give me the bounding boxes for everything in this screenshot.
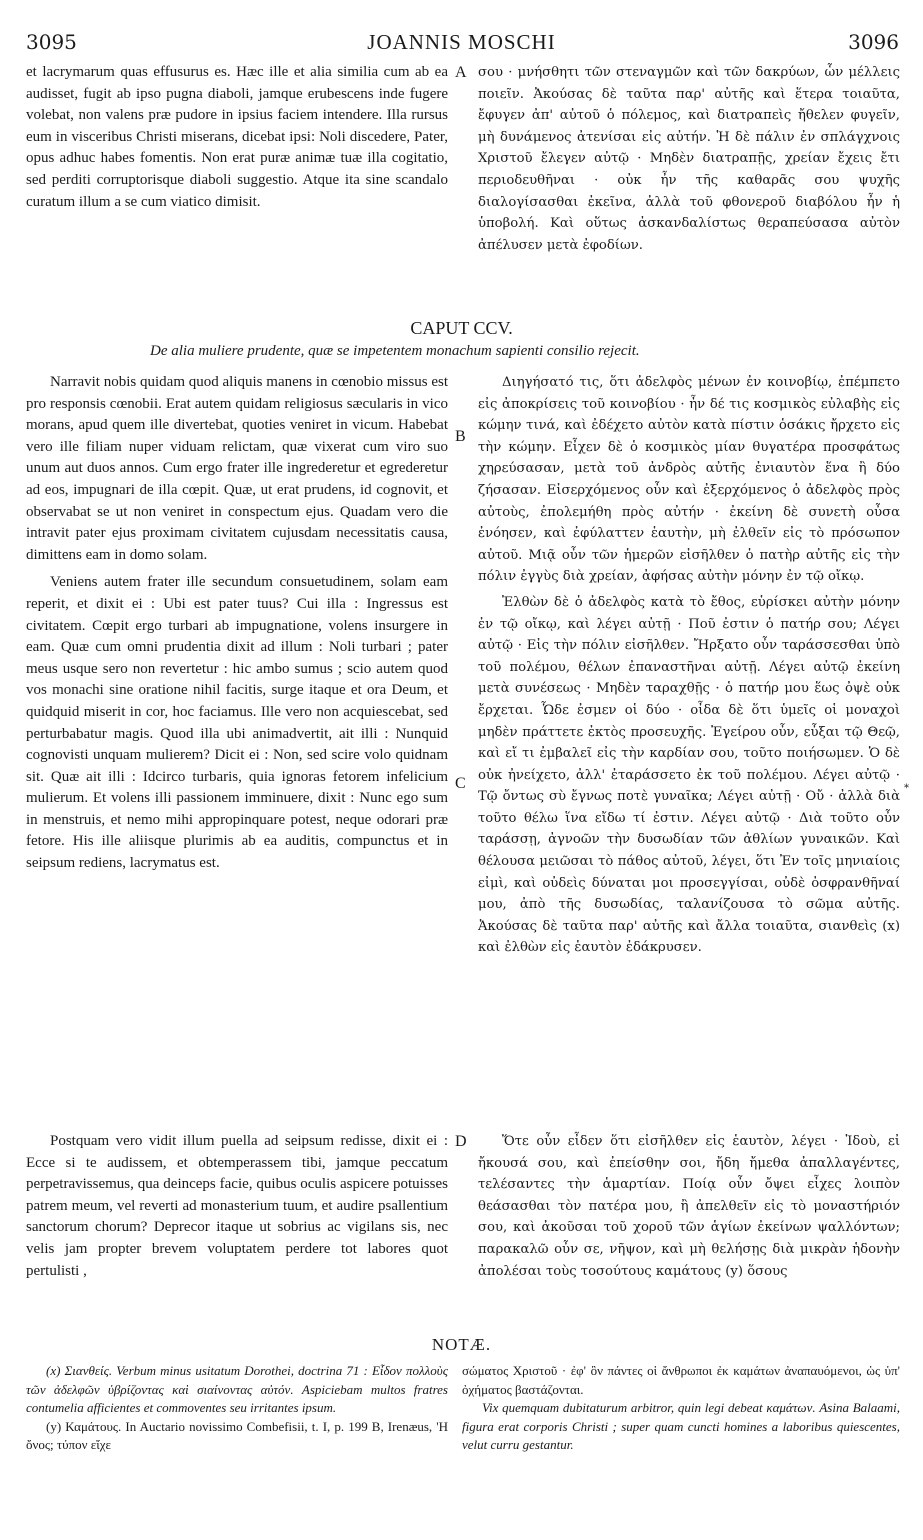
latin-paragraph-3: Postquam vero vidit illum puella ad seipsum redisse, dixit ei : Ecce si te audissem, et obtemperassem tibi, jamque peccatum perpetravissemus, qua deinceps facie, quibus oculis aspicere potuisses patrem meum, vel reverti ad monasterium tuum, et audire psallentium sanctorum chorum? Deprecor itaque ut sobrius ac vigilans sis, nec velis jam propter brevem voluptatem perdere tot labores quot pertulisti , [26, 1133, 448, 1279]
greek-bottom-block [478, 1131, 900, 1282]
margin-letter-d: D [455, 1133, 467, 1150]
margin-letter-b: B [455, 428, 466, 445]
chapter-title: CAPUT CCV. [410, 318, 513, 338]
greek-top-paragraph: σου · μνήσθητι τῶν στεναγμῶν καὶ τῶν δακρύων, ὧν μέλλεις ποιεῖν. Ἀκούσας δὲ ταῦτα παρ' αὐτῆς καὶ ἕτερα τοιαῦτα, ἔφυγεν ἀπ' αὐτοῦ ὁ πόλεμος, καὶ διατραπεὶς ἤθελεν φυγεῖν, μὴ δυνάμενος ἀτενίσαι εἰς αὐτήν. Ἡ δὲ πάλιν ἐν σπλάγχνοις Χριστοῦ ἔλεγεν αὐτῷ · Μηδὲν διατραπῇς, χρείαν ἔχεις ἔτι περιοδευθῆναι · οὐκ ἦν τῆς καθαρᾶς σου ψυχῆς διαλογίσασθαι ἐκεῖνα, ἀλλὰ τοῦ φθονεροῦ διαβόλου ἦν ἡ ὑποβολή. Καὶ οὕτως ἀσκανδαλίστως θεραπεύσασα αὐτὸν ἀπέλυσεν μετὰ ἐφοδίων. [478, 65, 900, 253]
latin-bottom-block [26, 1131, 448, 1282]
column-number-left: 3095 [26, 30, 77, 54]
greek-paragraph-1: Διηγήσατό τις, ὅτι ἀδελφὸς μένων ἐν κοινοβίῳ, ἐπέμπετο εἰς ἀποκρίσεις τοῦ κοινοβίου · ἦν δέ τις κοσμικὸς εὐλαβὴς εἰς κώμην τινά, καὶ ἐδέχετο αὐτὸν κατὰ πίστιν ὁσάκις ἤρχετο εἰς τὴν κώμην. Εἶχεν δὲ ὁ κοσμικὸς μίαν θυγατέρα προσφάτως χηρεύσασαν, μετὰ τοῦ ἀνδρὸς αὐτῆς ἐνιαυτὸν ἕνα ἢ δύο ζήσασαν. Εἰσερχόμενος οὖν καὶ ἐξερχόμενος ὁ ἀδελφὸς πρὸς αὐτοὺς, ἐπολεμήθη πρὸς αὐτήν · ἐκείνη δὲ συνετὴ οὖσα ἐνόησεν, καὶ ἐφύλαττεν ἑαυτὴν, μὴ ἐλθεῖν εἰς τὸ πρόσωπον αὐτοῦ. Μιᾷ οὖν τῶν ἡμερῶν εἰσῆλθεν ὁ πατὴρ αὐτῆς εἰς τὴν πόλιν ἐγγὺς διὰ χρείαν, ἀφήσας αὐτὴν μόνην ἐν τῷ οἴκῳ. [478, 375, 900, 585]
latin-middle-block [26, 372, 448, 875]
footnote-y-continued: σώματος Χριστοῦ · ἐφ' ὃν πάντες οἱ ἄνθρωποι ἐκ καμάτων ἀναπαυόμενοι, ὡς ὑπ' ὀχήματος βαστάζονται. [462, 1363, 900, 1397]
margin-letter-c: C [455, 775, 466, 792]
column-number-right: 3096 [848, 30, 899, 54]
margin-asterisk: * [904, 783, 909, 794]
greek-middle-block [478, 372, 900, 959]
greek-paragraph-3: Ὅτε οὖν εἶδεν ὅτι εἰσῆλθεν εἰς ἑαυτὸν, λέγει · Ἰδοὺ, εἰ ἤκουσά σου, καὶ ἐπείσθην σοι, ἤδη ἤμεθα ἀπαλλαγέντες, τελέσαντες τὴν ἁμαρτίαν. Ποίᾳ οὖν ὄψει εἶχες λοιπὸν θεάσασθαι τὸν πατέρα μου, ἢ ἀπελθεῖν εἰς τὸ μοναστήριόν σου, καὶ ἀκοῦσαι τοῦ χοροῦ τῶν ἁγίων ἐκείνων ψαλλόντων; παρακαλῶ οὖν σε, νῆψον, καὶ μὴ θελήσῃς διὰ μικρὰν ἡδονὴν ἀπολέσαι τοὺς τοσούτους καμάτους (y) ὅσους [478, 1134, 900, 1279]
footnote-y: (y) Καμάτους. In Auctario novissimo Combefisii, t. I, p. 199 B, Irenæus, 'H ὄνος; τύπον εἴχε [26, 1418, 448, 1452]
notes-left-column [26, 1362, 448, 1455]
latin-top-paragraph: et lacrymarum quas effusurus es. Hæc ille et alia similia cum ab ea audisset, fugit ab ipso pugna diaboli, jamque erubescens inde fugere volebat, non valens præ pudore in ipsius faciem intendere. Illa rursus eum in visceribus Christi miserans, dicebat ipsi: Noli discedere, Pater, opus adhuc habes fomentis. Non erat puræ animæ tuæ illa cogitatio, sed perditi corruptorisque diaboli suggestio. Atque ita sine scandalo curatum illum a se cum viatico dimisit. [26, 64, 448, 210]
running-title: JOANNIS MOSCHI [367, 30, 556, 54]
notes-right-column [462, 1362, 900, 1455]
notes-heading: NOTÆ. [431, 1335, 492, 1354]
latin-paragraph-1: Narravit nobis quidam quod aliquis manens in cœnobio missus est pro responsis cœnobii. Erat autem quidam religiosus sæcularis in vico morans, apud quem ille divertebat, quoties veniret in vicum. Habebat vero ille filiam nuper viduam relictam, quæ vixerat cum viro suo unum aut duos annos. Cum ergo frater ille ingrederetur et egrederetur ad eos, impugnari de illa cœpit. Quæ, ut erat prudens, id cognovit, et observabat se ut non veniret in conspectum ejus. Quadam vero die intravit pater ejus proximam civitatem cujusdam necessitatis causa, dimittens eam in domo solam. [26, 374, 448, 563]
chapter-subtitle: De alia muliere prudente, quæ se impetentem monachum sapienti consilio rejecit. [150, 343, 640, 359]
footnote-y-commentary: Vix quemquam dubitaturum arbitror, quin legi debeat καμάτων. Asina Balaami, figura erat corporis Christi ; super quam cuncti homines a laboribus quiescentes, velut curru gestantur. [462, 1400, 900, 1452]
margin-letter-a: A [455, 64, 467, 81]
greek-paragraph-2: Ἐλθὼν δὲ ὁ ἀδελφὸς κατὰ τὸ ἔθος, εὑρίσκει αὐτὴν μόνην ἐν τῷ οἴκῳ, καὶ λέγει αὐτῇ · Ποῦ ἐστιν ὁ πατήρ σου; Λέγει αὐτῷ · Εἰς τὴν πόλιν εἰσῆλθεν. Ἤρξατο οὖν ταράσσεσθαι ὑπὸ τοῦ πολέμου, θέλων ἐπαναστῆναι αὐτῇ. Λέγει αὐτῷ ἐκείνη μετὰ συνέσεως · Μηδὲν ταραχθῇς · ὁ πατήρ μου ἕως ὀψὲ οὐκ ἔρχεται. Ὧδε ἐσμεν οἱ δύο · οἶδα δὲ ὅτι ὑμεῖς οἱ μοναχοὶ μηδὲν πράττετε ἐκτὸς προσευχῆς. Ἐγείρου οὖν, εὖξαι τῷ Θεῷ, καὶ εἴ τι ἐμβαλεῖ εἰς τὴν καρδίαν σου, τοῦτο ποιήσωμεν. Ὁ δὲ οὐκ ἠνείχετο, ἀλλ' ἐταράσσετο ἐκ τοῦ πολέμου. Λέγει αὐτῷ · Τῷ ὄντως σὺ ἔγνως ποτὲ γυναῖκα; Λέγει αὐτῇ · Οὔ · ἀλλὰ διὰ τοῦτο θέλω ἵνα εἴδω τί ἐστιν. Λέγει αὐτῷ · Διὰ τοῦτο οὖν ταράσσῃ, ἀγνοῶν τὴν δυσωδίαν τῶν ἀθλίων γυναικῶν. Καὶ θέλουσα μειῶσαι τὸ πάθος αὐτοῦ, λέγει, ὅτι Ἐν τοῖς μηνιαίοις εἰμὶ, καὶ οὐδεὶς δύναται μοι προσεγγίσαι, οὐδὲ ὀσφρανθῆναί μου, ἀπὸ τῆς δυσωδίας, ταλανίζουσα τὸ σῶμα αὐτῆς. Ἀκούσας δὲ ταῦτα παρ' αὐτῆς καὶ ἄλλα τοιαῦτα, σιανθεὶς (x) καὶ ἐλθὼν εἰς ἑαυτὸν ἐδάκρυσεν. [478, 594, 900, 956]
latin-paragraph-2: Veniens autem frater ille secundum consuetudinem, solam eam reperit, et dixit ei : Ubi est pater tuus? Cui illa : Ingressus est civitatem. Cœpit ergo turbari ab impugnatione, volens insurgere in eam. Quæ cum omni prudentia dixit ad illum : Noli turbari ; pater meus usque sero non revertetur : hic ambo sumus ; scio autem quod vos monachi sine oratione nihil facitis, surge itaque et ora Deum, et quidquid miserit in cor, hoc faciamus. Ille vero non acquiescebat, sed perturbabatur magis. Quod illa ubi animadvertit, ait illi : Nunquid cognovisti unquam mulierem? Dicit ei : Non, sed scire volo quidnam sit. Quæ ait illi : Idcirco turbaris, quia ignoras fetorem infelicium mulierum. Et volens illi passionem imminuere, dixit : Nunc ego sum in menstruis, et nemo mihi appropinquare potest, neque odorari præ fetore. His ille aliisque plurimis ab ea auditis, compunctus et in seipsum rediens, lacrymatus est. [26, 574, 448, 872]
footnote-x: (x) Σιανθείς. Verbum minus usitatum Dorothei, doctrina 71 : Εἶδον πολλοὺς τῶν ἀδελφῶν ὑβρίζοντας καὶ σιαίνοντας αὐτόν. Aspiciebam multos fratres contumelia afficientes et commoventes seu irritantes ipsum. [26, 1363, 448, 1415]
